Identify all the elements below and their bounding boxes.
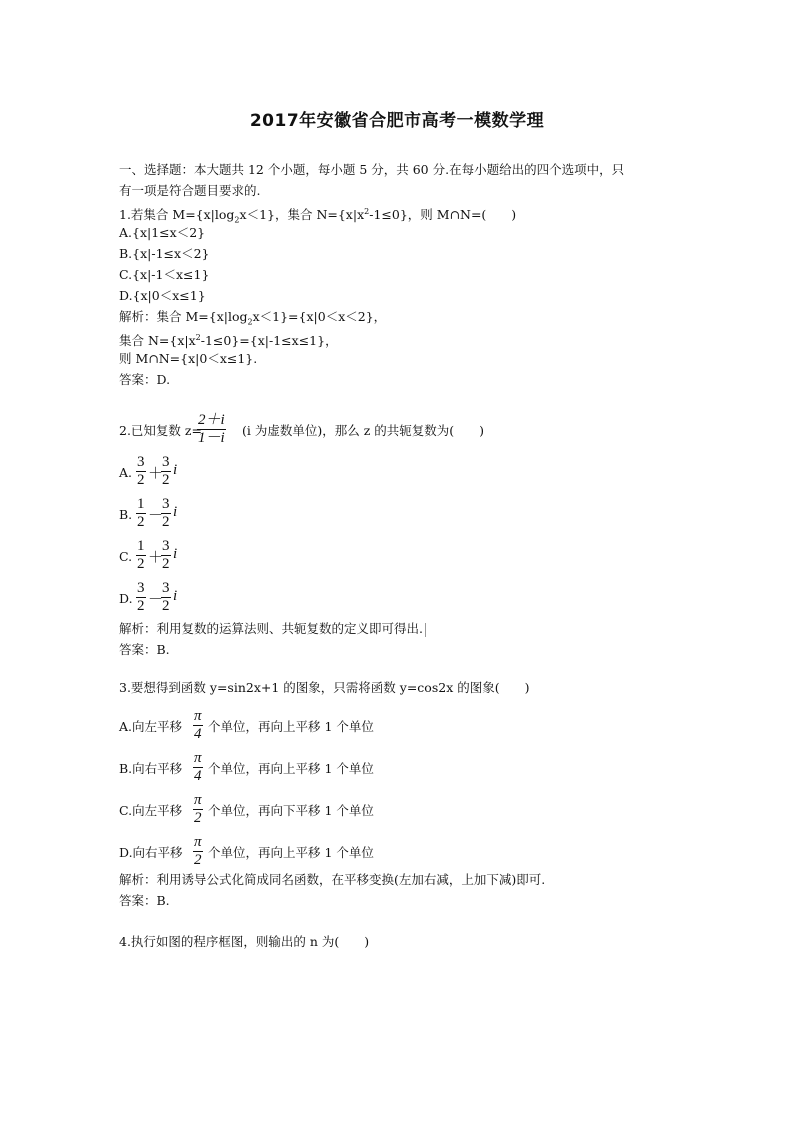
q3-option-d-frac: $\frac{\pi}{2}$: [194, 834, 202, 868]
q3-answer: 答案：B.: [119, 893, 170, 908]
q3-option-d-prefix: D.向右平移: [119, 845, 183, 860]
q2-z-fraction: [197, 412, 226, 447]
q3-option-a-suffix: 个单位，再向上平移 1 个单位: [208, 719, 374, 734]
q2-option-d-frac1: $\frac{3}{2}$: [137, 580, 145, 614]
q3-stem: 3.要想得到函数 y=sin2x+1 的图象，只需将函数 y=cos2x 的图象( ): [119, 680, 530, 695]
q1-solution-line1: 解析：集合 $M=\{x|\log_2x<1\}=\{x|0<x<2\}$，: [119, 309, 387, 327]
q2-solution: 解析：利用复数的运算法则、共轭复数的定义即可得出.: [119, 621, 426, 637]
q2-option-d-unit: i: [173, 588, 178, 604]
page-title: 2017年安徽省合肥市高考一模数学理: [249, 111, 545, 131]
q2-option-c-frac2: $\frac{3}{2}$: [162, 538, 170, 572]
q2-z-numerator: 2＋i: [198, 412, 225, 428]
q3-option-a-frac: $\frac{\pi}{4}$: [194, 708, 202, 742]
q3-option-b-frac: $\frac{\pi}{4}$: [194, 750, 202, 784]
text-cursor-mark: [425, 623, 426, 637]
q1-option-b: B.{x|-1≤x＜2}: [119, 246, 210, 261]
q2-z-denominator: 1－i: [198, 430, 225, 446]
q2-option-a-label: A.: [119, 465, 133, 480]
q3-solution: 解析：利用诱导公式化简成同名函数，在平移变换(左加右减，上加下减)即可.: [119, 872, 546, 887]
q3-option-b-prefix: B.向右平移: [119, 761, 183, 776]
q2-option-c-frac1: $\frac{1}{2}$: [137, 538, 145, 572]
q2-stem-suffix: (i 为虚数单位)，那么 z 的共轭复数为( ): [242, 423, 485, 438]
q2-option-b-frac2: $\frac{3}{2}$: [162, 496, 170, 530]
q2-option-b-unit: i: [173, 504, 178, 520]
q3-option-a-prefix: A.向左平移: [119, 719, 183, 734]
q2-option-b-frac1: $\frac{1}{2}$: [137, 496, 145, 530]
q2-stem-prefix: 2.已知复数 z=: [119, 423, 202, 438]
q2-option-a-frac1: $\frac{3}{2}$: [137, 454, 145, 488]
q1-option-c: C.{x|-1＜x≤1}: [119, 267, 210, 282]
q4-stem: 4.执行如图的程序框图，则输出的 n 为( ): [119, 934, 370, 949]
q3-option-c-suffix: 个单位，再向下平移 1 个单位: [208, 803, 374, 818]
q3-option-b-suffix: 个单位，再向上平移 1 个单位: [208, 761, 374, 776]
section-intro-line2: 有一项是符合题目要求的.: [119, 183, 261, 198]
q1-solution-line3: 则 M∩N={x|0＜x≤1}.: [119, 351, 258, 366]
section-intro-line1: 一、选择题：本大题共 12 个小题，每小题 5 分，共 60 分.在每小题给出的四个选项中，只: [119, 162, 625, 177]
q2-option-a-frac2: $\frac{3}{2}$: [162, 454, 170, 488]
q2-option-a-unit: i: [173, 462, 178, 478]
q2-option-b-label: B.: [119, 507, 133, 522]
q1-option-a: A.{x|1≤x＜2}: [119, 225, 206, 240]
q1-stem: 1.若集合 $M=\{x|\log_2x<1\}$，集合 $N=\{x|x^2-1\le 0\}$，则 M∩N=( ): [119, 207, 517, 225]
q1-answer: 答案：D.: [119, 372, 171, 387]
q3-option-d-suffix: 个单位，再向上平移 1 个单位: [208, 845, 374, 860]
q1-solution-line2: 集合 $N=\{x|x^2-1\le 0\}=\{x|-1\le x\le 1\}$，: [119, 333, 338, 349]
q2-option-c-op: ＋: [148, 550, 164, 566]
q1-option-d: D.{x|0＜x≤1}: [119, 288, 206, 303]
q2-answer: 答案：B.: [119, 642, 170, 657]
q3-option-c-frac: $\frac{\pi}{2}$: [194, 792, 202, 826]
q2-option-c-label: C.: [119, 549, 133, 564]
q3-option-c-prefix: C.向左平移: [119, 803, 183, 818]
q2-option-d-label: D.: [119, 591, 133, 606]
q2-option-a-op: ＋: [148, 466, 164, 482]
q2-option-d-op: －: [148, 592, 164, 608]
q2-option-b-op: －: [148, 508, 164, 524]
q2-option-c-unit: i: [173, 546, 178, 562]
q2-option-d-frac2: $\frac{3}{2}$: [162, 580, 170, 614]
